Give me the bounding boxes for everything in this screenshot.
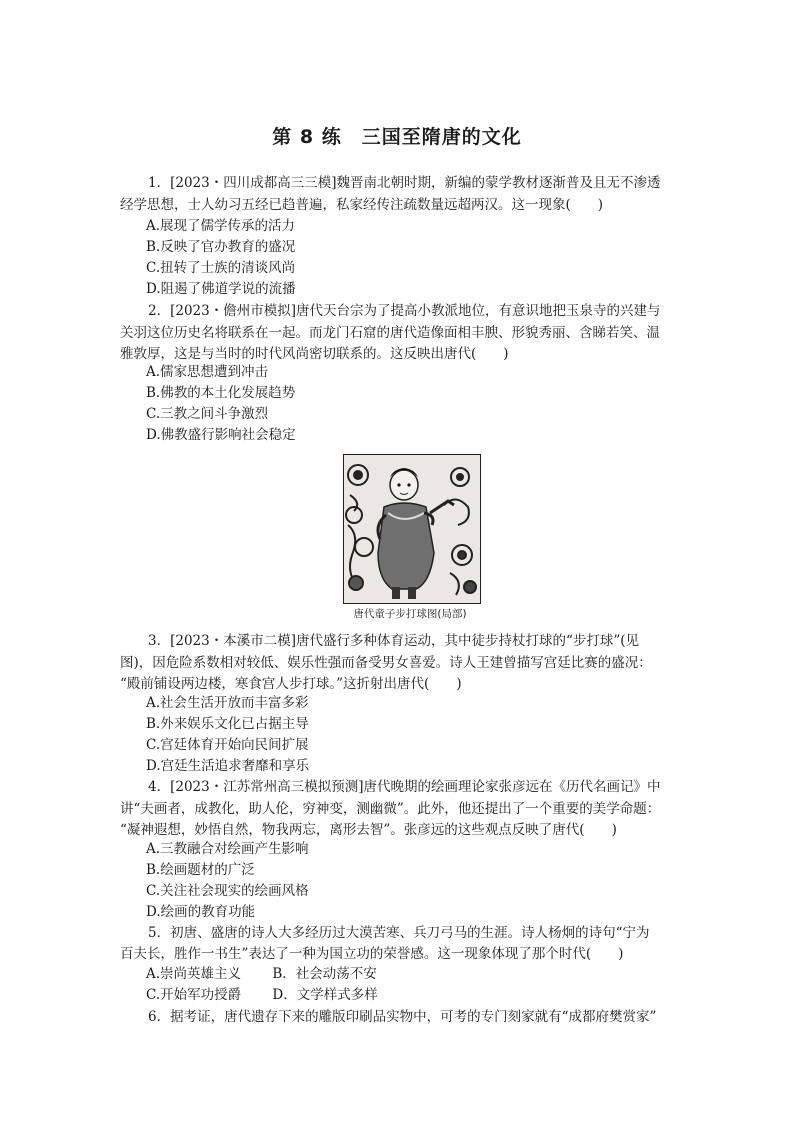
question-5-options-row-2: C.开始军功授爵 D．文学样式多样: [146, 987, 378, 1003]
page-title: 第 8 练 三国至隋唐的文化: [272, 126, 522, 148]
question-5-options-row-1: A.崇尚英雄主义 B．社会动荡不安: [146, 966, 377, 982]
question-4-line-2: 讲“夫画者，成教化，助人伦，穷神变，测幽微”。此外，他还提出了一个重要的美学命题：: [120, 801, 661, 817]
question-1-line-2: 经学思想，士人幼习五经已趋普遍，私家经传注疏数量远超两汉。这一现象( ): [120, 197, 604, 213]
question-1-line-1: 1．[2023・四川成都高三三模]魏晋南北朝时期，新编的蒙学教材逐渐普及且无不渗透: [148, 175, 661, 191]
question-4-line-1: 4．[2023・江苏常州高三模拟预测]唐代晚期的绘画理论家张彦远在《历代名画记》中: [148, 779, 661, 795]
question-5-line-1: 5．初唐、盛唐的诗人大多经历过大漠苦寒、兵刀弓马的生涯。诗人杨炯的诗句“宁为: [148, 925, 650, 941]
tang-child-polo-painting-image: [343, 454, 481, 604]
question-1-option-a: A.展现了儒学传承的活力: [146, 218, 296, 234]
question-4-option-c: C.关注社会现实的绘画风格: [146, 883, 309, 899]
question-3-option-c: C.宫廷体育开始向民间扩展: [146, 737, 309, 753]
question-3-option-b: B.外来娱乐文化已占据主导: [146, 716, 309, 732]
question-3-line-1: 3．[2023・本溪市二模]唐代盛行多种体育运动，其中徒步持杖打球的“步打球”(见: [148, 633, 640, 649]
figure-caption: 唐代童子步打球图(局部): [353, 608, 467, 620]
question-4-option-a: A.三教融合对绘画产生影响: [146, 841, 309, 857]
question-2-option-b: B.佛教的本土化发展趋势: [146, 385, 296, 401]
question-1-option-d: D.阻遏了佛道学说的流播: [146, 281, 296, 297]
question-5-line-2: 百夫长，胜作一书生”表达了一种为国立功的荣誉感。这一现象体现了那个时代( ): [120, 946, 624, 962]
question-2-line-3: 雅敦厚，这是与当时的时代风尚密切联系的。这反映出唐代( ): [120, 346, 509, 362]
question-1-option-b: B.反映了官办教育的盛况: [146, 239, 296, 255]
question-4-option-b: B.绘画题材的广泛: [146, 862, 255, 878]
question-3-option-d: D.宫廷生活追求奢靡和享乐: [146, 758, 310, 774]
question-1-option-c: C.扭转了士族的清谈风尚: [146, 260, 296, 276]
question-4-line-3: “凝神遐想，妙悟自然，物我两忘，离形去智”。张彦远的这些观点反映了唐代( ): [120, 822, 617, 838]
question-3-option-a: A.社会生活开放而丰富多彩: [146, 695, 309, 711]
question-2-option-d: D.佛教盛行影响社会稳定: [146, 427, 296, 443]
question-2-option-a: A.儒家思想遭到冲击: [146, 364, 269, 380]
question-3-line-2: 图)，因危险系数相对较低、娱乐性强而备受男女喜爱。诗人王建曾描写宫廷比赛的盛况：: [120, 655, 652, 671]
question-2-line-1: 2．[2023・儋州市模拟]唐代天台宗为了提高小教派地位，有意识地把玉泉寺的兴建与: [148, 303, 661, 319]
question-2-option-c: C.三教之间斗争激烈: [146, 406, 269, 422]
question-6-line-1: 6．据考证，唐代遗存下来的雕版印刷品实物中，可考的专门刻家就有“成都府樊赏家”: [148, 1009, 657, 1025]
question-2-line-2: 关羽这位历史名将联系在一起。而龙门石窟的唐代造像面相丰腴、形貌秀丽、含睇若笑、温: [120, 325, 660, 341]
question-3-line-3: “殿前铺设两边楼，寒食宫人步打球。”这折射出唐代( ): [120, 676, 462, 692]
question-4-option-d: D.绘画的教育功能: [146, 904, 256, 920]
